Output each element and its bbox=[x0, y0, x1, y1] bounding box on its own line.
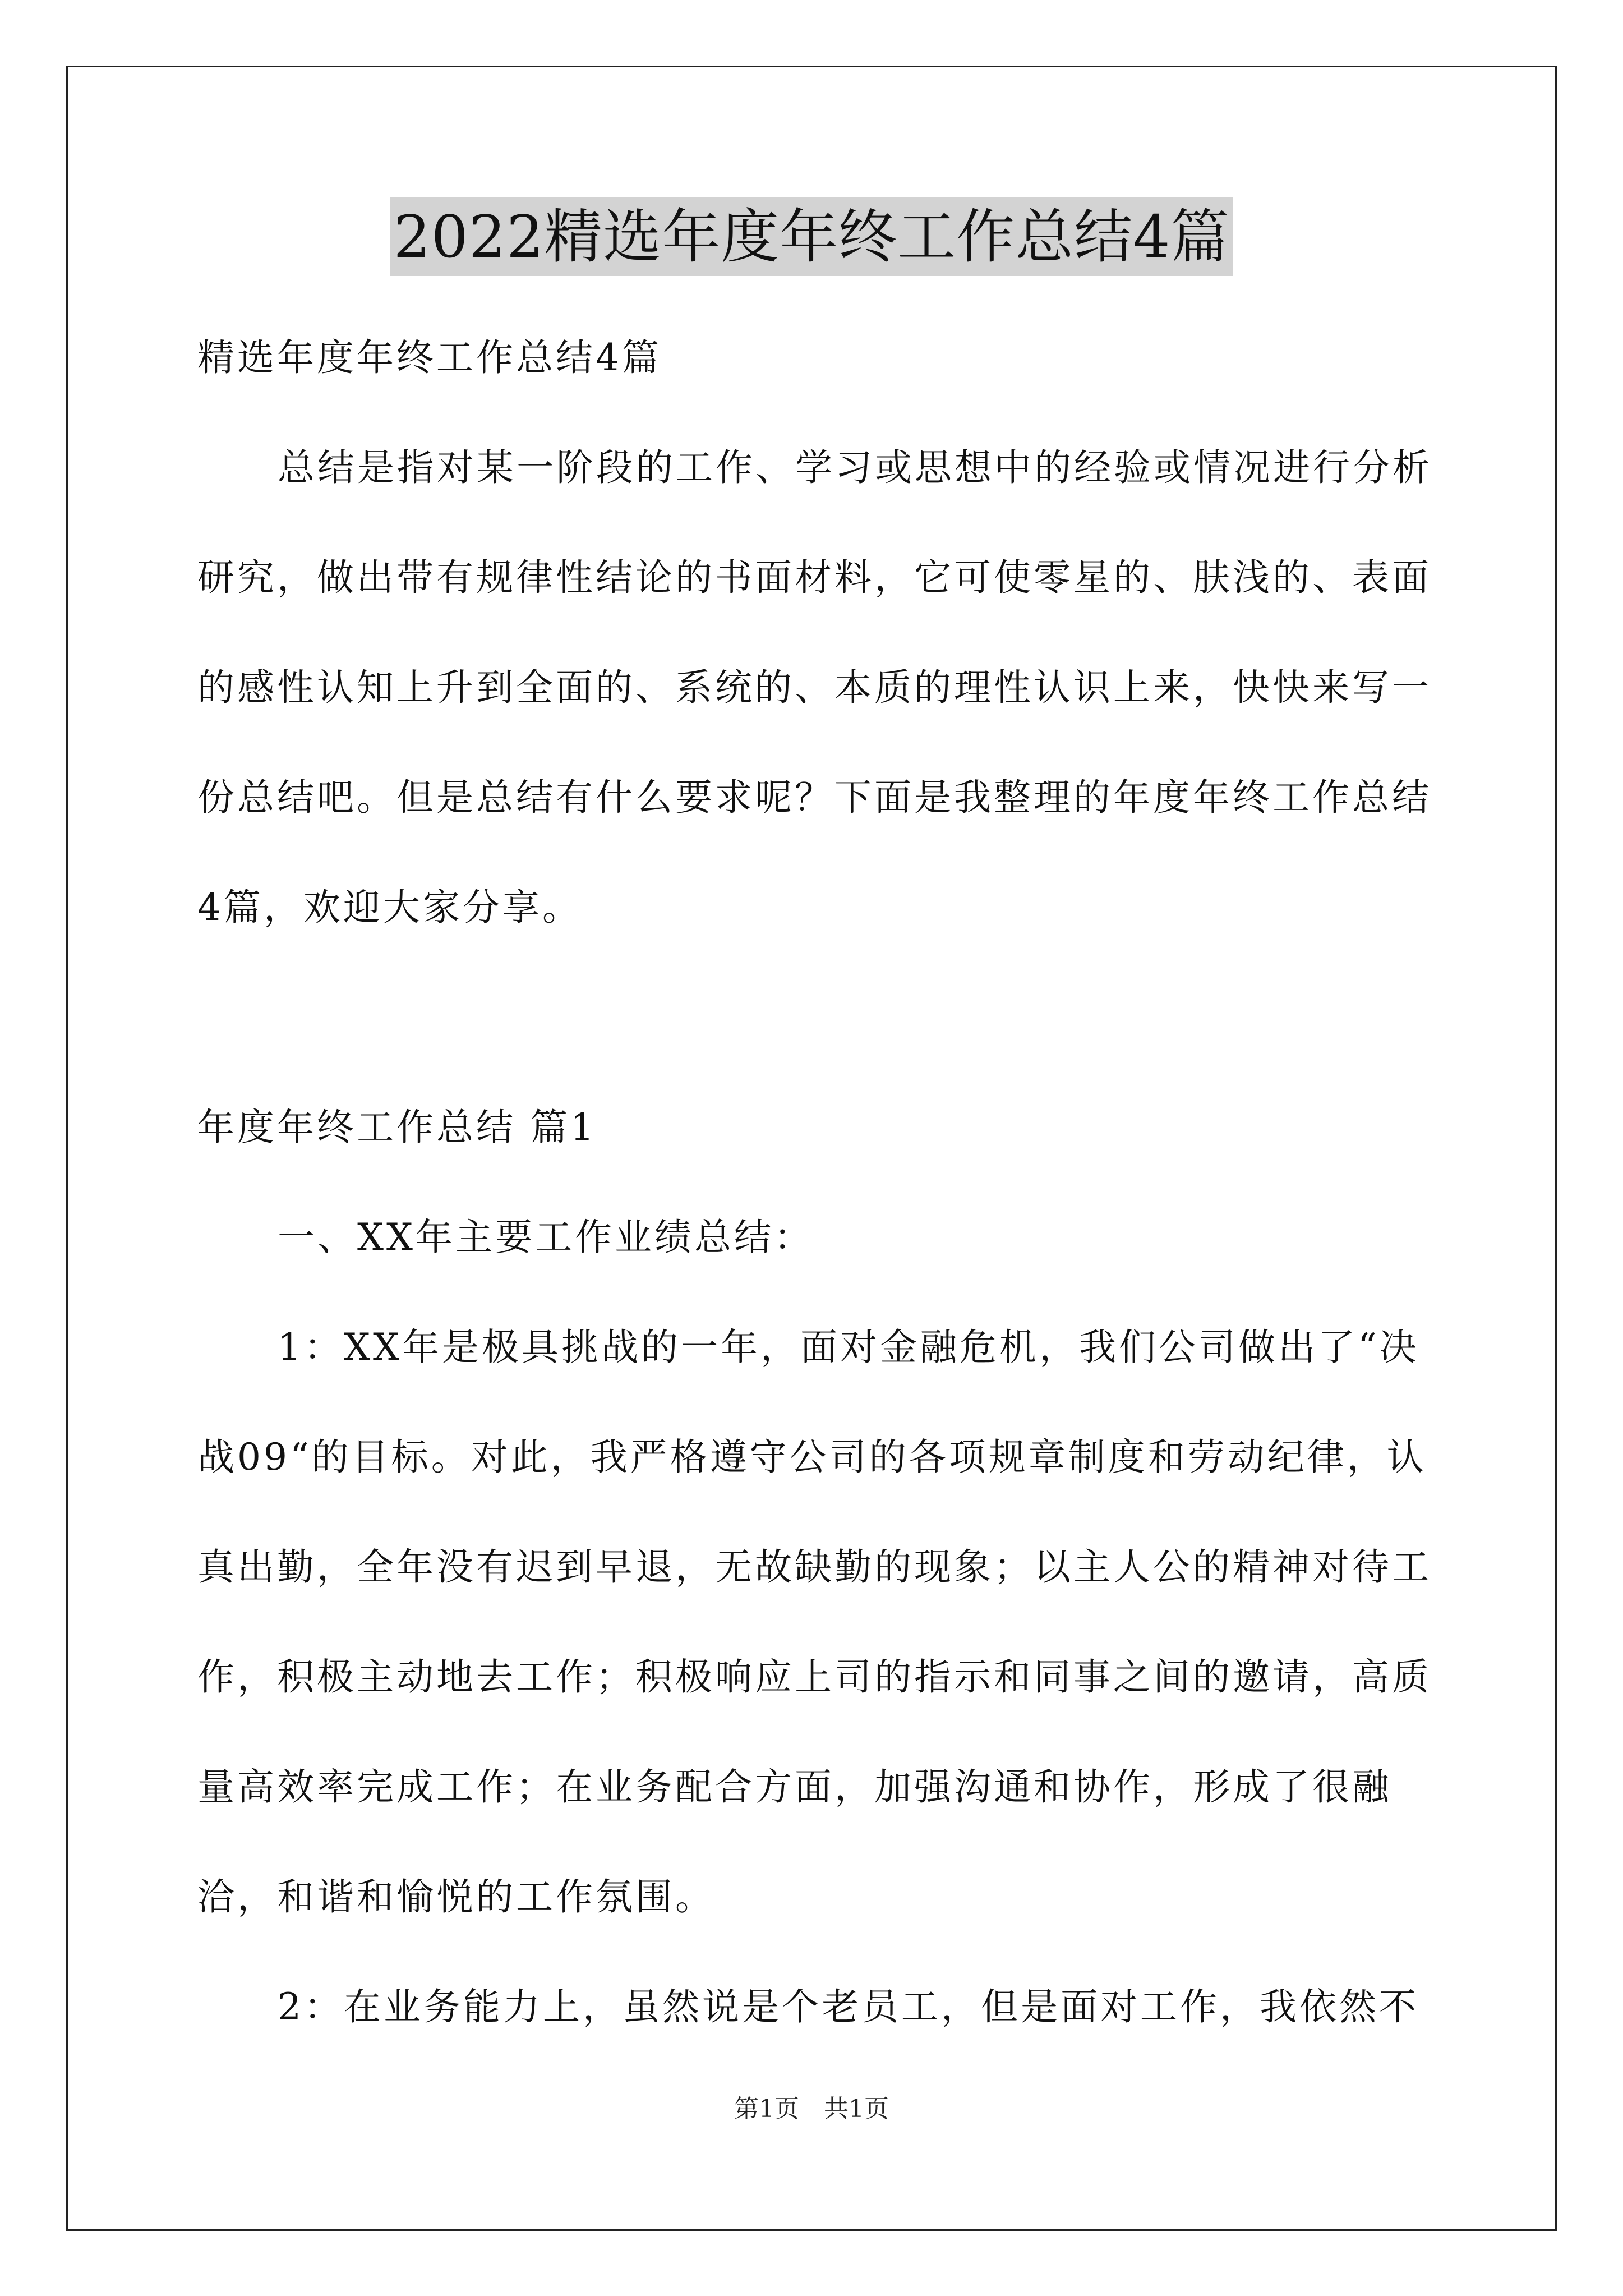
item-heading: 一、XX年主要工作业绩总结： bbox=[278, 1216, 814, 1259]
section-heading: 年度年终工作总结 篇1 bbox=[197, 1106, 597, 1149]
intro-paragraph: 总结是指对某一阶段的工作、学习或思想中的经验或情况进行分析研究，做出带有规律性结论的书面材料，它可使零星的、肤浅的、表面的感性认知上升到全面的、系统的、本质的理性认识上来，快快来写一份总结吧。但是总结有什么要求呢？下面是我整理的年度年终工作总结4篇，欢迎大家分享。 bbox=[197, 446, 1432, 929]
subtitle: 精选年度年终工作总结4篇 bbox=[197, 336, 662, 379]
document-body bbox=[197, 303, 1454, 2062]
page-footer: 第1页 共1页 bbox=[734, 2095, 889, 2123]
paragraph-2: 2：在业务能力上，虽然说是个老员工，但是面对工作，我依然不 bbox=[278, 1985, 1419, 2028]
document-title: 2022精选年度年终工作总结4篇 bbox=[390, 197, 1233, 276]
title-container bbox=[0, 197, 1623, 276]
spacer bbox=[197, 963, 1454, 1073]
paragraph-1: 1：XX年是极具挑战的一年，面对金融危机，我们公司做出了“决战09“的目标。对此，我严格遵守公司的各项规章制度和劳动纪律，认真出勤，全年没有迟到早退，无故缺勤的现象；以主人公的精神对待工作，积极主动地去工作；积极响应上司的指示和同事之间的邀请，高质量高效率完成工作；在业务配合方面，加强沟通和协作，形成了很融洽，和谐和愉悦的工作氛围。 bbox=[197, 1326, 1432, 1918]
